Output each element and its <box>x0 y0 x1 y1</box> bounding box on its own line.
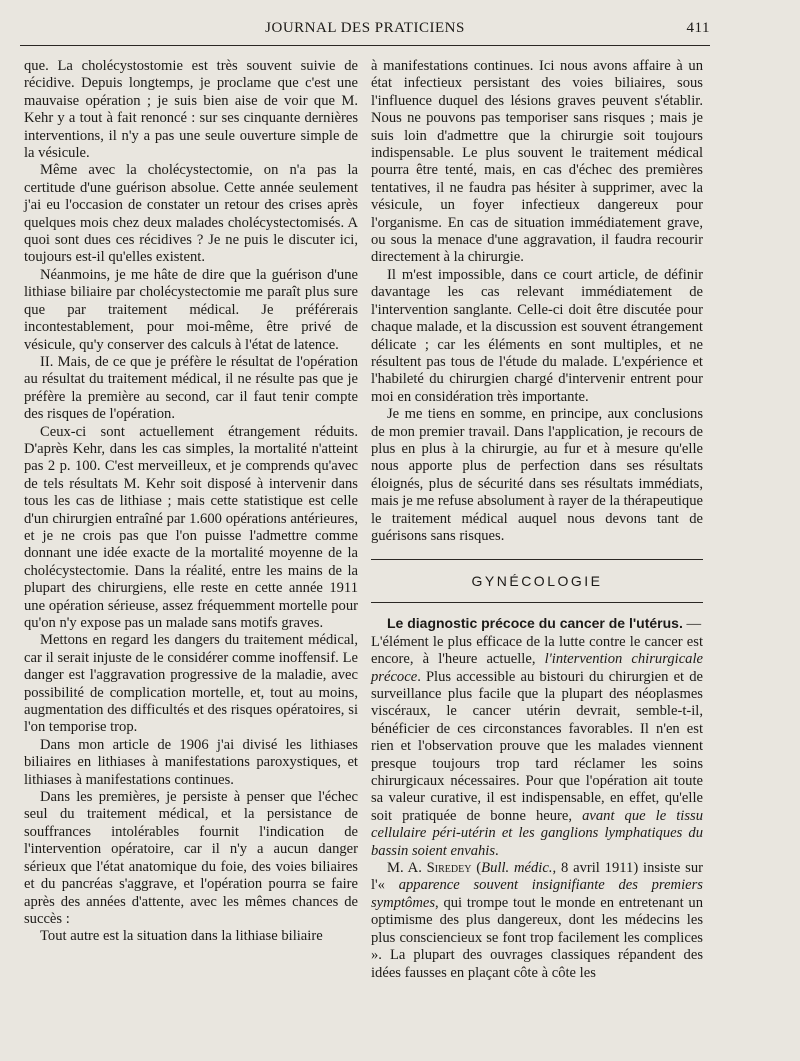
paragraph: Néanmoins, je me hâte de dire que la guérison d'une lithiase biliaire par cholécystectomie me paraît plus sure que par traitement médical. Je préférerais incontestablement, pour moi-même, être privé de vésicule, qu'y conserver des calculs à l'état de latence. <box>24 266 358 353</box>
paragraph: Dans les premières, je persiste à penser que l'échec seul du traitement médical, et la persistance de souffrances intolérables fournit l'indication de l'intervention opératoire, car il n'y a aucun danger sérieux que l'état anatomique du foie, des voies biliaires et du pancréas s'aggrave, et l'opération pourra se faire après des années d'attente, avec les mêmes chances de succès : <box>24 789 358 927</box>
title-dash: — <box>682 616 702 633</box>
text-run: , qui trompe tout le monde en entretenant un optimisme des plus dangereux, dont les médecins les plus consciencieux se font trop facilement les complices ». La plupart des ouvrages classiques répandent des idées fausses en plaçant côte à côte les <box>371 894 703 981</box>
paragraph: que. La cholécystostomie est très souvent suivie de récidive. Depuis longtemps, je proclame que c'est une mauvaise opération ; je suis bien aise de voir que M. Kehr y a tout à fait renoncé : sur ses cinquante dernières interventions, il n'y a pas une seule ouverture simple de la vésicule. <box>24 58 358 162</box>
text-run: . <box>495 842 499 859</box>
paragraph: Je me tiens en somme, en principe, aux conclusions de mon premier travail. Dans l'application, je recours de plus en plus à la chirurgie, au fur et à mesure qu'elle nous apporte plus de perfection dans ses résultats éloignés, plus de sécurité dans ses résultats immédiats, mais je me refuse absolument à rayer de la thérapeutique le traitement médical auquel nous devons tant de guérisons sans risques. <box>371 406 703 544</box>
right-column <box>371 58 703 982</box>
section-heading: GYNÉCOLOGIE <box>471 572 603 589</box>
article-paragraph <box>371 860 703 982</box>
text-run: . Plus accessible au bistouri du chirurgien et de surveillance plus facile que la plupart des néoplasmes viscéraux, le cancer utérin devrait, semble-t-il, bénéficier de ces circonstances favorables. Il n'en est rien et l'observation prouve que les malades viennent presque toujours trop tard réclamer les soins chirurgicaux nécessaires. Pour que l'opération ait toute sa valeur curative, il est indispensable, en effet, qu'elle soit pratiquée de bonne heure, <box>371 668 703 824</box>
paragraph: à manifestations continues. Ici nous avons affaire à un état infectieux persistant des voies biliaires, sous l'influence duquel des lésions graves peuvent s'établir. Nous ne pouvons pas temporiser sans risques ; mais je suis loin d'admettre que la chirurgie soit toujours indispensable. Le plus souvent le traitement médical pourra être tenté, mais, en cas d'échec des premières tentatives, il ne faudra pas hésiter à supprimer, avec la vésicule, un foyer infectieux dangereux pour l'organisme. En cas de situation immédiatement grave, ou sous la menace d'une aggravation, il faudra recourir directement à la chirurgie. <box>371 58 703 266</box>
italic-run: avant que le tissu cellulaire péri-utérin et les ganglions lymphatiques du bassin soient envahis <box>371 807 703 859</box>
page-number: 411 <box>686 20 710 36</box>
text-run: L'élément le plus efficace de la lutte contre le cancer est encore, à l'heure actuelle, <box>371 633 703 668</box>
paragraph: Tout autre est la situation dans la lithiase biliaire <box>40 928 323 945</box>
header-rule <box>20 45 710 46</box>
text-run: ( <box>471 860 482 877</box>
paragraph: Ceux-ci sont actuellement étrangement réduits. D'après Kehr, dans les cas simples, la mortalité n'atteint pas 2 p. 100. C'est merveilleux, et je comprends qu'avec de tels résultats M. Kehr soit disposé à intervenir dans tous les cas de lithiase ; mais cette statistique est celle d'un chirurgien entraîné par 1.600 opérations antérieures, et je ne crois pas que l'on puisse l'admettre comme donnant une idée exacte de la mortalité moyenne de la cholécystectomie. Dans la réalité, entre les mains de la plupart des chirurgiens, elle reste en cette année 1911 une opération sérieuse, assez fréquemment mortelle pour qu'on n'y expose pas un malade sans motifs graves. <box>24 423 358 631</box>
left-column <box>24 58 358 946</box>
article-paragraph <box>371 615 703 633</box>
paragraph: II. Mais, de ce que je préfère le résultat de l'opération au résultat du traitement médical, il ne résulte pas que je préfère la première au second, car il faut tenir compte des risques de l'opération. <box>24 353 358 423</box>
author-name: M. A. Siredey <box>387 860 472 877</box>
article-paragraph <box>371 634 703 860</box>
paragraph: Même avec la cholécystectomie, on n'a pas la certitude d'une guérison absolue. Cette année seulement j'ai eu l'occasion de constater un retour des crises après quelques mois chez deux malades cholécystectomisés. A quoi sont dues ces récidives ? Je ne puis le discuter ici, toujours est-il qu'elles existent. <box>24 162 358 266</box>
paragraph: Mettons en regard les dangers du traitement médical, car il serait injuste de le considérer comme inoffensif. Le danger est l'aggravation progressive de la maladie, avec possibilité de complication mortelle, et, tout au moins, augmentation des difficultés et des risques opératoires, si l'on temporise trop. <box>24 632 358 736</box>
article-title: Le diagnostic précoce du cancer de l'utérus. <box>387 615 683 632</box>
text-run: , 8 avril 1911) insiste sur l'« <box>371 860 703 894</box>
section-heading-box <box>371 559 703 603</box>
italic-run: Bull. médic. <box>481 860 553 877</box>
paragraph: Dans mon article de 1906 j'ai divisé les lithiases biliaires en lithiases à manifestations paroxystiques, et lithiases à manifestations continues. <box>24 736 358 788</box>
italic-run: apparence souvent insignifiante des premiers symptômes <box>371 877 703 911</box>
paragraph: Il m'est impossible, dans ce court article, de définir davantage les cas relevant immédiatement de l'intervention sanglante. Celle-ci doit être discutée pour chaque malade, et la discussion est souvent étrangement délicate ; car les éléments en sont multiples, et ne résultent pas tous de l'étude du malade. L'expérience et l'habileté du chirurgien chargé d'intervenir entrent pour moi en considération très importante. <box>371 266 703 405</box>
page-header <box>20 18 710 44</box>
italic-run: l'intervention chirurgicale précoce <box>371 651 704 685</box>
journal-title: JOURNAL DES PRATICIENS <box>265 20 465 36</box>
